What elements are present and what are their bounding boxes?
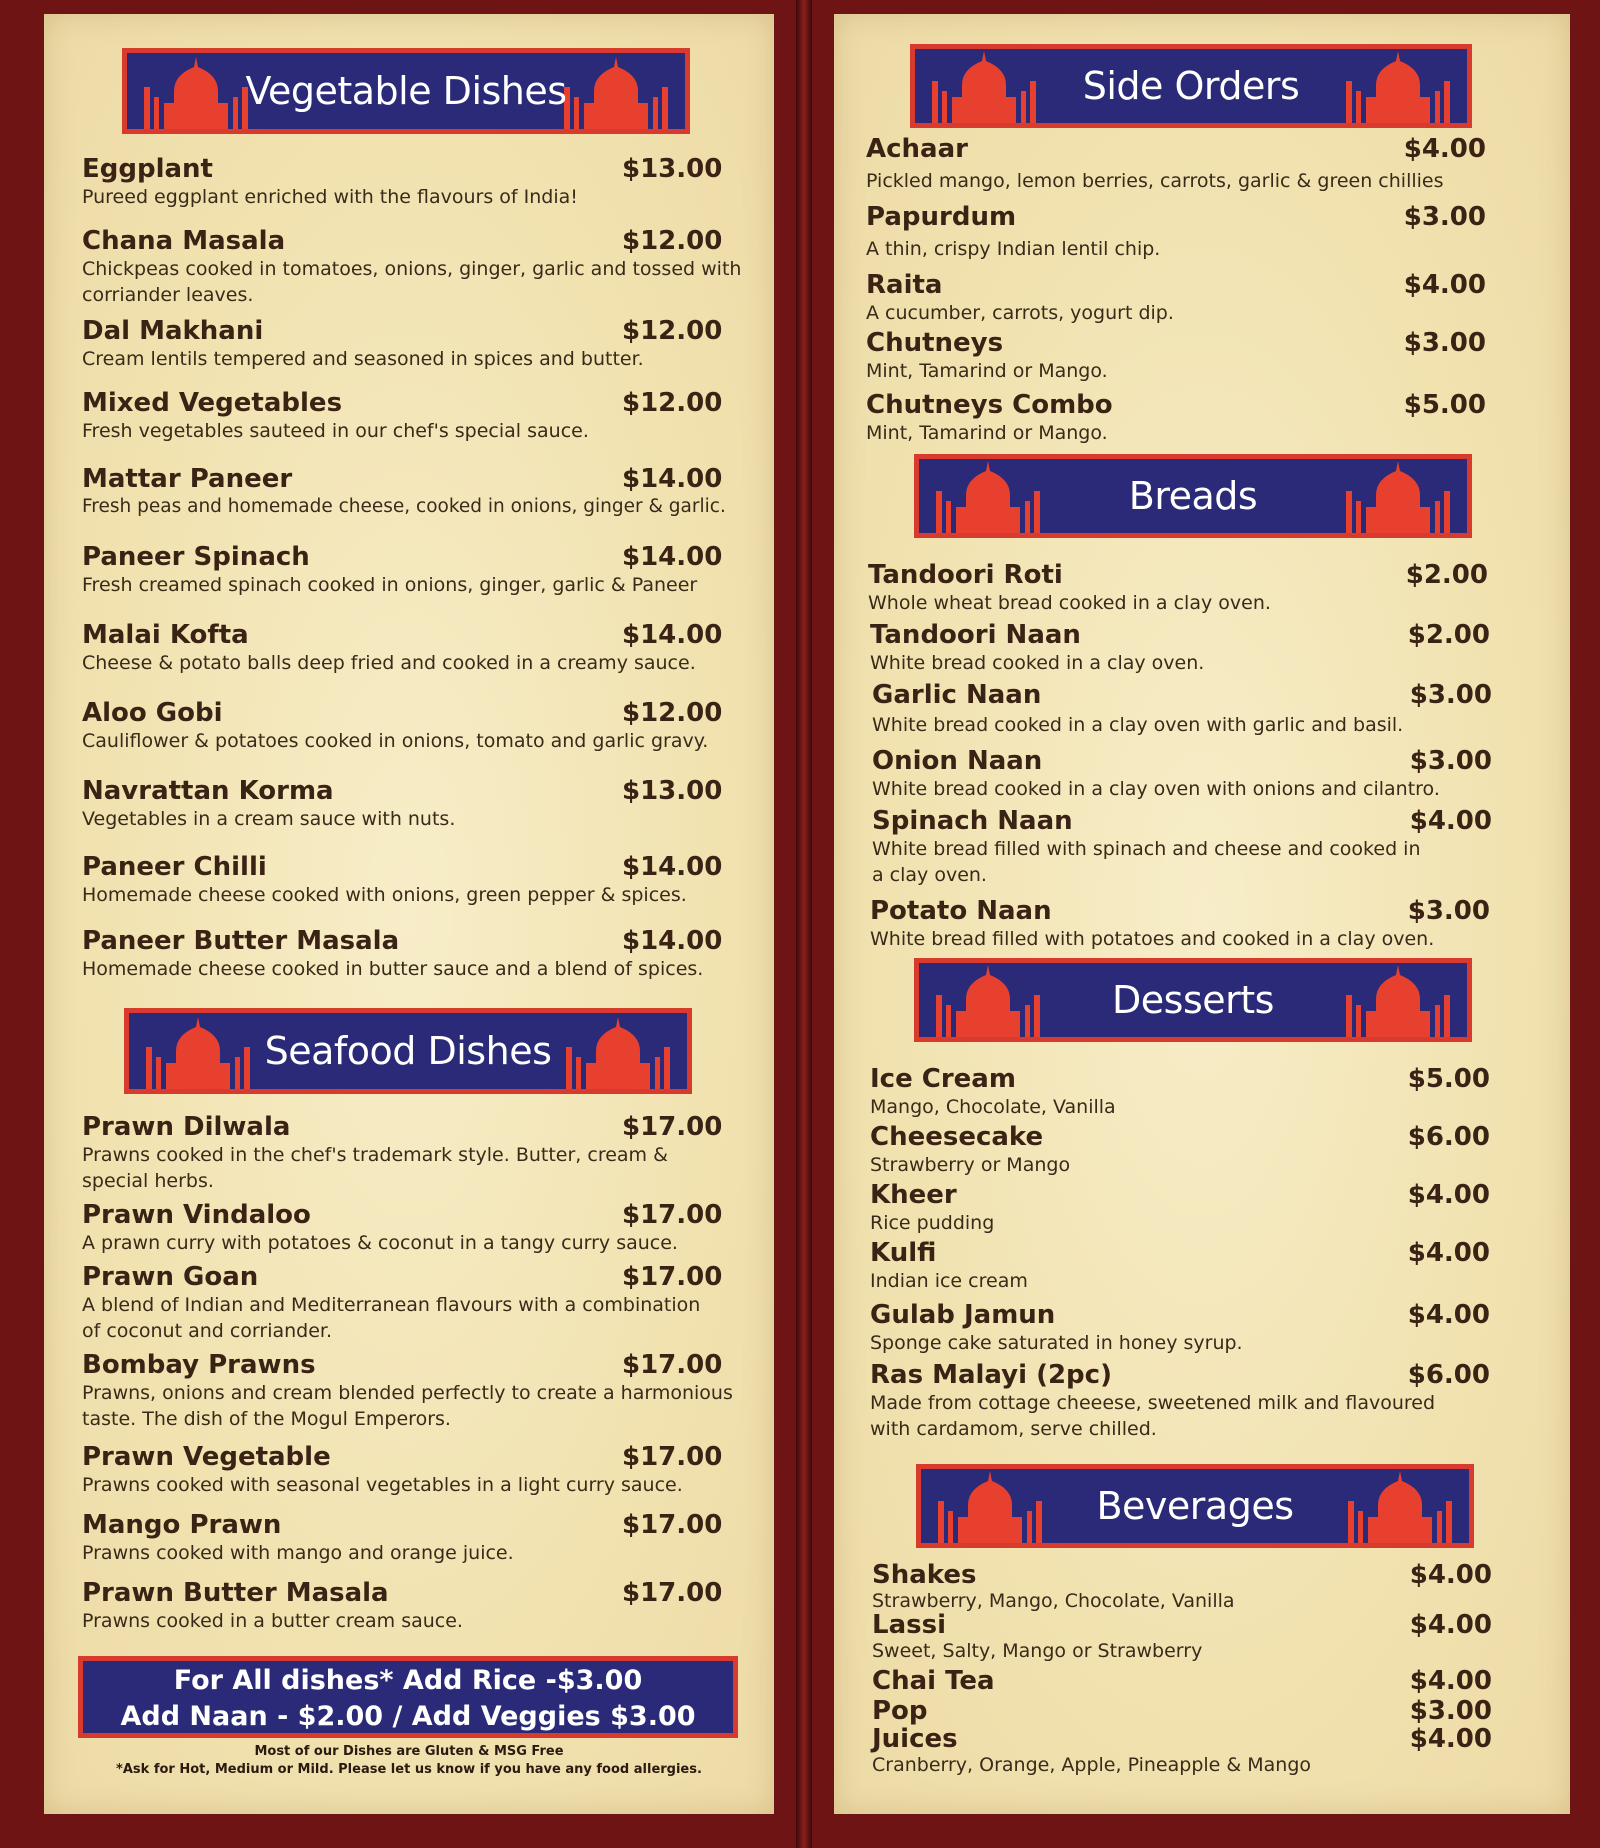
item-price: $14.00 — [622, 852, 723, 882]
item-name: Malai Kofta — [82, 620, 249, 650]
item-name: Prawn Dilwala — [82, 1112, 291, 1142]
breads-banner — [914, 454, 1472, 538]
vegetable-dishes-banner — [122, 48, 690, 134]
item-price: $4.00 — [1409, 1666, 1492, 1696]
side-orders-title: Side Orders — [1082, 64, 1300, 108]
menu-item — [868, 560, 1488, 616]
item-price: $4.00 — [1407, 1238, 1490, 1268]
item-description: Whole wheat bread cooked in a clay oven. — [868, 592, 1271, 614]
item-price: $3.00 — [1409, 680, 1492, 710]
item-name: Lassi — [872, 1610, 946, 1640]
item-description: A blend of Indian and Mediterranean flavours with a combination of coconut and corriander. — [82, 1294, 701, 1342]
seafood-dishes-title: Seafood Dishes — [264, 1029, 552, 1073]
menu-item — [870, 1064, 1490, 1120]
menu-item — [866, 328, 1486, 384]
item-price: $13.00 — [622, 154, 723, 184]
item-name: Prawn Goan — [82, 1262, 259, 1292]
item-price: $14.00 — [622, 926, 723, 956]
item-price: $4.00 — [1409, 1610, 1492, 1640]
item-price: $4.00 — [1403, 134, 1486, 164]
item-name: Eggplant — [82, 154, 213, 184]
taj-mahal-icon — [131, 57, 261, 129]
item-name: Kheer — [870, 1180, 957, 1210]
taj-mahal-icon — [1335, 1471, 1465, 1543]
item-name: Mixed Vegetables — [82, 388, 343, 418]
item-description: Mint, Tamarind or Mango. — [866, 360, 1108, 382]
item-description: White bread cooked in a clay oven. — [870, 652, 1205, 674]
item-name: Ice Cream — [870, 1064, 1016, 1094]
item-name: Ras Malayi (2pc) — [870, 1360, 1112, 1390]
item-price: $17.00 — [622, 1578, 723, 1608]
menu-item — [82, 1350, 742, 1432]
item-price: $6.00 — [1407, 1360, 1490, 1390]
taj-mahal-icon — [551, 57, 681, 129]
item-name: Paneer Butter Masala — [82, 926, 400, 956]
menu-item — [872, 680, 1492, 738]
item-description: A prawn curry with potatoes & coconut in a tangy curry sauce. — [82, 1232, 678, 1254]
item-description: Strawberry, Mango, Chocolate, Vanilla — [872, 1590, 1235, 1612]
add-ons-line-1: For All dishes* Add Rice -$3.00 — [173, 1665, 643, 1696]
item-price: $6.00 — [1407, 1122, 1490, 1152]
taj-mahal-icon — [925, 1471, 1055, 1543]
item-name: Dal Makhani — [82, 316, 264, 346]
menu-item — [82, 226, 742, 308]
item-price: $2.00 — [1405, 560, 1488, 590]
menu-item — [866, 134, 1486, 194]
item-description: White bread cooked in a clay oven with onions and cilantro. — [872, 778, 1440, 800]
item-name: Raita — [866, 270, 943, 300]
desserts-title: Desserts — [1112, 978, 1274, 1022]
item-price: $2.00 — [1407, 620, 1490, 650]
item-description: Cauliflower & potatoes cooked in onions, tomato and garlic gravy. — [82, 730, 709, 752]
menu-item — [870, 1238, 1490, 1294]
item-price: $12.00 — [622, 226, 723, 256]
menu-item — [82, 464, 742, 520]
item-price: $4.00 — [1409, 1724, 1492, 1754]
item-name: Garlic Naan — [872, 680, 1042, 710]
item-name: Navrattan Korma — [82, 776, 334, 806]
menu-item — [870, 896, 1490, 952]
taj-mahal-icon — [919, 51, 1049, 123]
menu-item — [872, 1610, 1492, 1662]
menu-item — [82, 316, 742, 372]
item-price: $17.00 — [622, 1510, 723, 1540]
item-price: $4.00 — [1403, 270, 1486, 300]
item-price: $5.00 — [1407, 1064, 1490, 1094]
menu-item — [82, 1510, 742, 1566]
menu-item — [870, 620, 1490, 676]
menu-item — [82, 698, 742, 754]
beverages-title: Beverages — [1096, 1484, 1294, 1528]
item-price: $4.00 — [1407, 1300, 1490, 1330]
menu-item — [82, 154, 742, 210]
item-description: Fresh peas and homemade cheese, cooked in onions, ginger & garlic. — [82, 496, 726, 517]
item-price: $3.00 — [1403, 328, 1486, 358]
seafood-dishes-banner — [124, 1008, 692, 1094]
item-price: $13.00 — [622, 776, 723, 806]
menu-item — [872, 746, 1492, 802]
item-description: Vegetables in a cream sauce with nuts. — [82, 808, 456, 830]
item-name: Prawn Vindaloo — [82, 1200, 311, 1230]
side-orders-banner — [910, 44, 1472, 128]
item-name: Prawn Butter Masala — [82, 1578, 389, 1608]
item-description: Strawberry or Mango — [870, 1154, 1071, 1176]
item-price: $17.00 — [622, 1442, 723, 1472]
item-name: Prawn Vegetable — [82, 1442, 331, 1472]
item-description: Pureed eggplant enriched with the flavours of India! — [82, 186, 578, 208]
menu-item — [82, 1112, 742, 1194]
item-price: $3.00 — [1403, 202, 1486, 232]
item-description: Rice pudding — [870, 1212, 995, 1234]
item-description: Made from cottage cheeese, sweetened milk and flavoured with cardamom, serve chilled. — [870, 1392, 1436, 1440]
item-price: $4.00 — [1407, 1180, 1490, 1210]
item-price: $17.00 — [622, 1112, 723, 1142]
item-price: $12.00 — [622, 388, 723, 418]
taj-mahal-icon — [1333, 965, 1463, 1037]
item-price: $4.00 — [1409, 806, 1492, 836]
item-name: Kulfi — [870, 1238, 937, 1268]
item-description: Sweet, Salty, Mango or Strawberry — [872, 1640, 1203, 1662]
menu-item — [866, 202, 1486, 262]
item-description: White bread cooked in a clay oven with garlic and basil. — [872, 714, 1404, 736]
taj-mahal-icon — [553, 1017, 683, 1089]
menu-item — [82, 926, 742, 982]
breads-title: Breads — [1128, 474, 1258, 518]
item-description: Sponge cake saturated in honey syrup. — [870, 1332, 1243, 1354]
item-description: Mango, Chocolate, Vanilla — [870, 1096, 1116, 1118]
item-price: $4.00 — [1409, 1560, 1492, 1590]
menu-item — [82, 620, 742, 676]
item-name: Shakes — [872, 1560, 977, 1590]
item-description: A thin, crispy Indian lentil chip. — [866, 238, 1161, 260]
item-price: $12.00 — [622, 316, 723, 346]
desserts-banner — [914, 958, 1472, 1042]
item-name: Tandoori Roti — [868, 560, 1063, 590]
menu-item — [82, 542, 742, 598]
item-description: Fresh vegetables sauteed in our chef's special sauce. — [82, 420, 589, 442]
gluten-free-note: Most of our Dishes are Gluten & MSG Free — [254, 1744, 564, 1759]
menu-item — [872, 1724, 1492, 1776]
item-name: Achaar — [866, 134, 968, 164]
item-name: Spinach Naan — [872, 806, 1073, 836]
item-description: Prawns cooked in the chef's trademark style. Butter, cream & special herbs. — [82, 1144, 668, 1192]
taj-mahal-icon — [923, 965, 1053, 1037]
add-ons-line-2: Add Naan - $2.00 / Add Veggies $3.00 — [120, 1701, 696, 1732]
menu-item — [870, 1360, 1490, 1442]
item-name: Aloo Gobi — [82, 698, 223, 728]
item-name: Paneer Chilli — [82, 852, 267, 882]
item-price: $14.00 — [622, 464, 723, 494]
menu-fold — [796, 0, 812, 1848]
item-description: Chickpeas cooked in tomatoes, onions, ginger, garlic and tossed with corriander leaves. — [82, 258, 742, 306]
menu-item — [870, 1300, 1490, 1356]
menu-item — [82, 388, 742, 444]
item-name: Gulab Jamun — [870, 1300, 1056, 1330]
menu-item — [872, 806, 1492, 888]
item-description: Cream lentils tempered and seasoned in spices and butter. — [82, 348, 644, 370]
taj-mahal-icon — [1333, 51, 1463, 123]
beverages-banner — [916, 1464, 1474, 1548]
item-name: Mango Prawn — [82, 1510, 282, 1540]
item-name: Potato Naan — [870, 896, 1052, 926]
item-name: Juices — [872, 1724, 958, 1754]
item-description: Cranberry, Orange, Apple, Pineapple & Mango — [872, 1754, 1312, 1776]
vegetable-dishes-title: Vegetable Dishes — [245, 69, 567, 113]
menu-item — [870, 1180, 1490, 1236]
menu-item — [866, 390, 1486, 446]
item-price: $14.00 — [622, 542, 723, 572]
item-description: Prawns cooked in a butter cream sauce. — [82, 1610, 463, 1632]
menu-item — [82, 852, 742, 908]
item-price: $17.00 — [622, 1200, 723, 1230]
menu-item — [82, 1578, 742, 1634]
menu-item — [82, 1200, 742, 1256]
item-price: $12.00 — [622, 698, 723, 728]
item-description: A cucumber, carrots, yogurt dip. — [866, 302, 1174, 324]
item-description: Prawns cooked with seasonal vegetables in a light curry sauce. — [82, 1474, 683, 1496]
item-price: $5.00 — [1403, 390, 1486, 420]
menu-item — [82, 1442, 742, 1498]
item-description: Pickled mango, lemon berries, carrots, garlic & green chillies — [866, 170, 1444, 192]
item-description: Prawns cooked with mango and orange juice. — [82, 1542, 514, 1564]
item-description: White bread filled with spinach and cheese and cooked in a clay oven. — [872, 838, 1421, 886]
item-name: Chutneys — [866, 328, 1004, 358]
item-name: Tandoori Naan — [870, 620, 1081, 650]
taj-mahal-icon — [133, 1017, 263, 1089]
item-price: $17.00 — [622, 1262, 723, 1292]
item-name: Chutneys Combo — [866, 390, 1113, 420]
item-price: $3.00 — [1407, 896, 1490, 926]
item-name: Bombay Prawns — [82, 1350, 316, 1380]
item-name: Paneer Spinach — [82, 542, 310, 572]
item-description: Cheese & potato balls deep fried and cooked in a creamy sauce. — [82, 652, 696, 674]
item-description: Prawns, onions and cream blended perfectly to create a harmonious taste. The dish of the Mogul Emperors. — [82, 1382, 733, 1430]
item-name: Chai Tea — [872, 1666, 995, 1696]
item-description: Fresh creamed spinach cooked in onions, ginger, garlic & Paneer — [82, 574, 698, 596]
menu-item — [870, 1122, 1490, 1178]
menu-item — [872, 1560, 1492, 1612]
taj-mahal-icon — [923, 461, 1053, 533]
item-name: Cheesecake — [870, 1122, 1044, 1152]
menu-item — [82, 776, 742, 832]
item-name: Papurdum — [866, 202, 1017, 232]
item-price: $3.00 — [1409, 746, 1492, 776]
item-name: Mattar Paneer — [82, 464, 293, 494]
item-description: Homemade cheese cooked in butter sauce and a blend of spices. — [82, 958, 704, 980]
menu-item — [866, 270, 1486, 326]
item-price: $17.00 — [622, 1350, 723, 1380]
add-ons-box — [78, 1656, 738, 1738]
item-name: Pop — [872, 1696, 928, 1726]
item-price: $3.00 — [1409, 1696, 1492, 1726]
item-name: Chana Masala — [82, 226, 286, 256]
item-description: White bread filled with potatoes and cooked in a clay oven. — [870, 928, 1435, 950]
item-description: Homemade cheese cooked with onions, green pepper & spices. — [82, 884, 687, 906]
item-description: Indian ice cream — [870, 1270, 1028, 1292]
menu-item — [872, 1666, 1492, 1696]
allergy-note: *Ask for Hot, Medium or Mild. Please let us know if you have any food allergies. — [116, 1762, 702, 1777]
menu-item — [82, 1262, 742, 1344]
menu-item — [872, 1696, 1492, 1726]
item-description: Mint, Tamarind or Mango. — [866, 422, 1108, 444]
taj-mahal-icon — [1333, 461, 1463, 533]
item-price: $14.00 — [622, 620, 723, 650]
item-name: Onion Naan — [872, 746, 1043, 776]
